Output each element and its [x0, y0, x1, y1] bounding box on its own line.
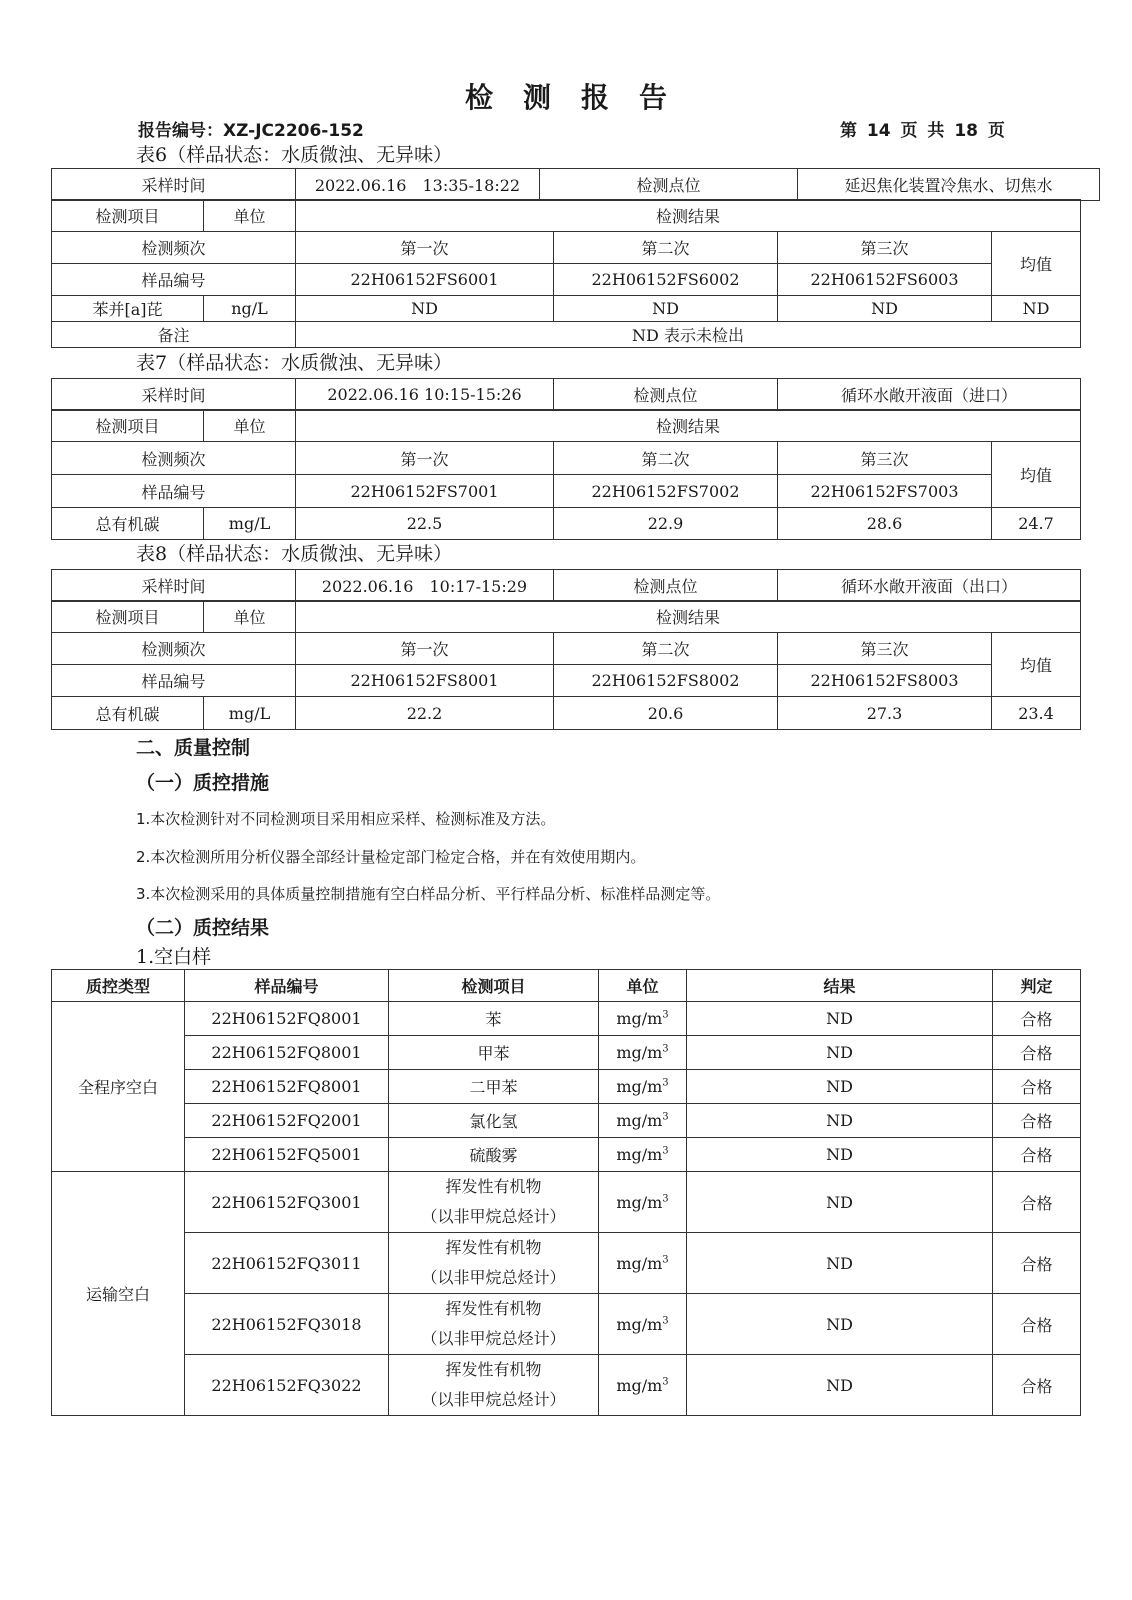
sampling-time-label: 采样时间: [52, 379, 296, 411]
qc-sample: 22H06152FQ3018: [185, 1294, 389, 1355]
item-name: 苯并[a]芘: [52, 296, 204, 322]
qc-unit: $mg/m^3$: [599, 1172, 687, 1233]
sample-3: 22H06152FS8003: [778, 665, 992, 697]
qc-result: ND: [687, 1233, 993, 1294]
avg-label: 均值: [992, 442, 1081, 508]
sample-1: 22H06152FS7001: [296, 475, 554, 508]
report-title: 检测报告: [464, 81, 697, 114]
qc-sample: 22H06152FQ2001: [185, 1104, 389, 1138]
note-value: ND 表示未检出: [296, 322, 1081, 348]
sampling-time-label: 采样时间: [52, 169, 296, 201]
qc-header-unit: 单位: [599, 970, 687, 1002]
item-label: 检测项目: [52, 601, 204, 633]
sample-label: 样品编号: [52, 475, 296, 508]
qc-sample: 22H06152FQ8001: [185, 1036, 389, 1070]
sampling-time-value: 2022.06.16 10:17-15:29: [296, 570, 554, 602]
avg-value: ND: [992, 296, 1081, 322]
qc-unit: $mg/m^3$: [599, 1233, 687, 1294]
qc-item: 挥发性有机物 （以非甲烷总烃计）: [389, 1355, 599, 1416]
table6: [51, 168, 1100, 201]
freq-label: 检测频次: [52, 442, 296, 475]
result-label: 检测结果: [296, 200, 1081, 232]
sampling-time-value: 2022.06.16 10:15-15:26: [296, 379, 554, 411]
item-unit: ng/L: [204, 296, 296, 322]
point-value: 延迟焦化装置冷焦水、切焦水: [798, 169, 1100, 201]
qc-result: ND: [687, 1036, 993, 1070]
avg-value: 24.7: [992, 508, 1081, 540]
item-name: 总有机碳: [52, 508, 204, 540]
qc-type-transport: 运输空白: [52, 1172, 185, 1416]
qc-item: 挥发性有机物 （以非甲烷总烃计）: [389, 1294, 599, 1355]
results-title: （二）质控结果: [136, 917, 270, 939]
value-2: 22.9: [554, 508, 778, 540]
item-unit: mg/L: [204, 508, 296, 540]
qc-item: 二甲苯: [389, 1070, 599, 1104]
freq-1: 第一次: [296, 442, 554, 475]
freq-label: 检测频次: [52, 633, 296, 665]
qc-unit: $mg/m^3$: [599, 1294, 687, 1355]
qc-unit: $mg/m^3$: [599, 1104, 687, 1138]
qc-sample: 22H06152FQ8001: [185, 1070, 389, 1104]
sample-1: 22H06152FS6001: [296, 264, 554, 296]
table7-body: [51, 409, 1081, 540]
qc-item: 苯: [389, 1002, 599, 1036]
qc-header-judge: 判定: [993, 970, 1081, 1002]
value-3: 27.3: [778, 697, 992, 730]
qc-judge: 合格: [993, 1104, 1081, 1138]
value-3: 28.6: [778, 508, 992, 540]
qc-result: ND: [687, 1104, 993, 1138]
qc-item: 硫酸雾: [389, 1138, 599, 1172]
measure-2: 2.本次检测所用分析仪器全部经计量检定部门检定合格，并在有效使用期内。: [136, 848, 646, 866]
qc-result: ND: [687, 1172, 993, 1233]
item-label: 检测项目: [52, 200, 204, 232]
qc-unit: $mg/m^3$: [599, 1138, 687, 1172]
item-label: 检测项目: [52, 410, 204, 442]
unit-label: 单位: [204, 410, 296, 442]
qc-result: ND: [687, 1070, 993, 1104]
qc-judge: 合格: [993, 1233, 1081, 1294]
quality-section-title: 二、质量控制: [136, 737, 251, 759]
qc-unit: $mg/m^3$: [599, 1355, 687, 1416]
page-info: 第 14 页 共 18 页: [840, 121, 1005, 141]
table7-caption: 表7（样品状态：水质微浊、无异味）: [136, 352, 453, 374]
avg-value: 23.4: [992, 697, 1081, 730]
qc-result: ND: [687, 1294, 993, 1355]
qc-item: 甲苯: [389, 1036, 599, 1070]
measure-3: 3.本次检测采用的具体质量控制措施有空白样品分析、平行样品分析、标准样品测定等。: [136, 885, 721, 903]
sample-3: 22H06152FS6003: [778, 264, 992, 296]
item-unit: mg/L: [204, 697, 296, 730]
freq-3: 第三次: [778, 442, 992, 475]
freq-3: 第三次: [778, 232, 992, 264]
result-label: 检测结果: [296, 410, 1081, 442]
table8: [51, 569, 1081, 602]
qc-judge: 合格: [993, 1036, 1081, 1070]
sampling-time-label: 采样时间: [52, 570, 296, 602]
sample-2: 22H06152FS8002: [554, 665, 778, 697]
qc-blank-table: [51, 969, 1081, 1416]
freq-2: 第二次: [554, 232, 778, 264]
table8-body: [51, 600, 1081, 730]
qc-judge: 合格: [993, 1355, 1081, 1416]
result-label: 检测结果: [296, 601, 1081, 633]
unit-label: 单位: [204, 200, 296, 232]
blank-sample-title: 1.空白样: [136, 946, 212, 968]
avg-label: 均值: [992, 232, 1081, 296]
value-1: 22.2: [296, 697, 554, 730]
qc-result: ND: [687, 1355, 993, 1416]
point-label: 检测点位: [540, 169, 798, 201]
qc-judge: 合格: [993, 1172, 1081, 1233]
item-name: 总有机碳: [52, 697, 204, 730]
sample-2: 22H06152FS7002: [554, 475, 778, 508]
report-number: 报告编号：XZ-JC2206-152: [138, 121, 364, 141]
qc-item: 挥发性有机物 （以非甲烷总烃计）: [389, 1233, 599, 1294]
qc-judge: 合格: [993, 1294, 1081, 1355]
table6-caption: 表6（样品状态：水质微浊、无异味）: [136, 144, 453, 166]
measure-1: 1.本次检测针对不同检测项目采用相应采样、检测标准及方法。: [136, 810, 556, 828]
table8-caption: 表8（样品状态：水质微浊、无异味）: [136, 543, 453, 565]
avg-label: 均值: [992, 633, 1081, 697]
value-1: 22.5: [296, 508, 554, 540]
freq-1: 第一次: [296, 633, 554, 665]
qc-header-result: 结果: [687, 970, 993, 1002]
qc-type-full-process: 全程序空白: [52, 1002, 185, 1172]
qc-judge: 合格: [993, 1138, 1081, 1172]
value-1: ND: [296, 296, 554, 322]
sample-label: 样品编号: [52, 264, 296, 296]
qc-header-item: 检测项目: [389, 970, 599, 1002]
qc-unit: $mg/m^3$: [599, 1070, 687, 1104]
freq-2: 第二次: [554, 633, 778, 665]
value-2: ND: [554, 296, 778, 322]
point-value: 循环水敞开液面（进口）: [778, 379, 1081, 411]
table6-body: [51, 199, 1081, 348]
measures-title: （一）质控措施: [136, 772, 270, 794]
qc-sample: 22H06152FQ5001: [185, 1138, 389, 1172]
qc-item: 挥发性有机物 （以非甲烷总烃计）: [389, 1172, 599, 1233]
qc-result: ND: [687, 1138, 993, 1172]
qc-item: 氯化氢: [389, 1104, 599, 1138]
value-2: 20.6: [554, 697, 778, 730]
point-label: 检测点位: [554, 570, 778, 602]
qc-header-type: 质控类型: [52, 970, 185, 1002]
point-label: 检测点位: [554, 379, 778, 411]
sample-2: 22H06152FS6002: [554, 264, 778, 296]
qc-result: ND: [687, 1002, 993, 1036]
qc-unit: $mg/m^3$: [599, 1036, 687, 1070]
qc-sample: 22H06152FQ8001: [185, 1002, 389, 1036]
qc-unit: $mg/m^3$: [599, 1002, 687, 1036]
freq-1: 第一次: [296, 232, 554, 264]
qc-judge: 合格: [993, 1002, 1081, 1036]
unit-label: 单位: [204, 601, 296, 633]
table7: [51, 378, 1081, 411]
qc-header-sample: 样品编号: [185, 970, 389, 1002]
value-3: ND: [778, 296, 992, 322]
note-label: 备注: [52, 322, 296, 348]
sample-3: 22H06152FS7003: [778, 475, 992, 508]
freq-2: 第二次: [554, 442, 778, 475]
qc-sample: 22H06152FQ3022: [185, 1355, 389, 1416]
sampling-time-value: 2022.06.16 13:35-18:22: [296, 169, 540, 201]
qc-sample: 22H06152FQ3001: [185, 1172, 389, 1233]
freq-label: 检测频次: [52, 232, 296, 264]
sample-1: 22H06152FS8001: [296, 665, 554, 697]
sample-label: 样品编号: [52, 665, 296, 697]
qc-sample: 22H06152FQ3011: [185, 1233, 389, 1294]
qc-judge: 合格: [993, 1070, 1081, 1104]
point-value: 循环水敞开液面（出口）: [778, 570, 1081, 602]
freq-3: 第三次: [778, 633, 992, 665]
